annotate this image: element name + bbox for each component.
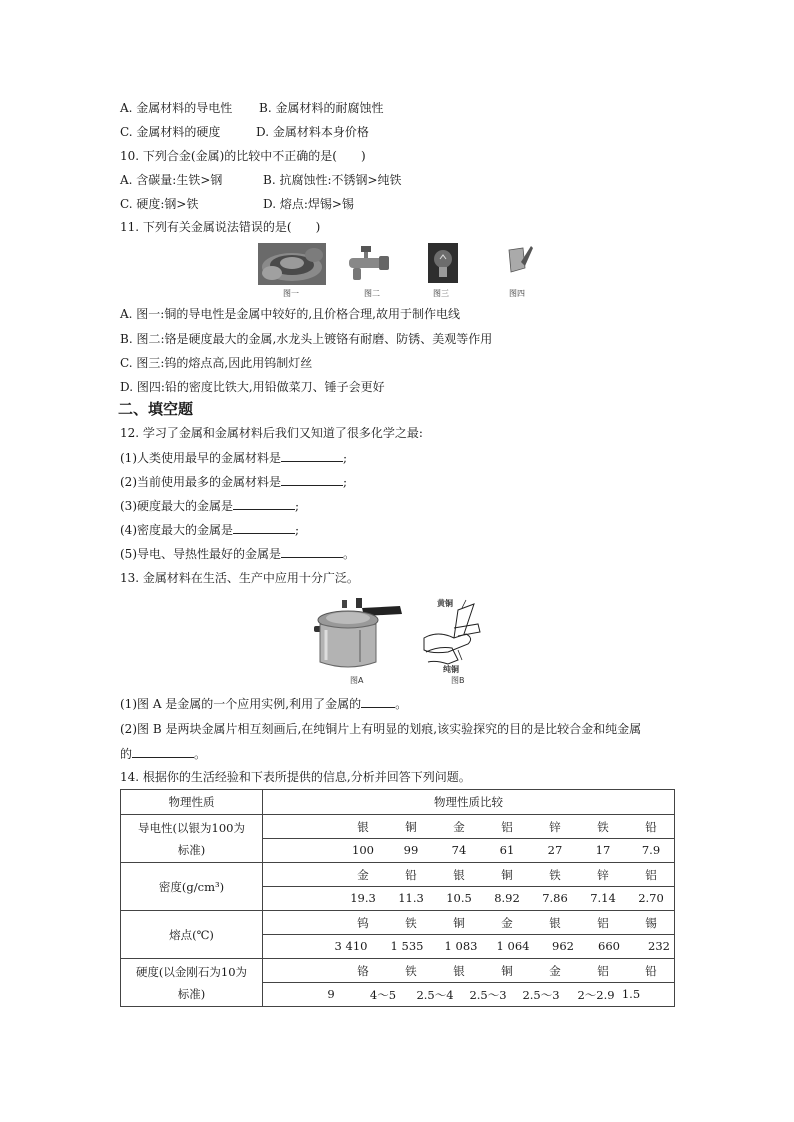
q12-item-5-end: 。	[343, 547, 356, 561]
q13-blank-1[interactable]	[361, 695, 395, 708]
q12-stem: 12. 学习了金属和金属材料后我们又知道了很多化学之最:	[120, 426, 423, 440]
q13-sub2-end: 。	[194, 747, 207, 761]
copper-wire-image	[258, 243, 326, 285]
faucet-image	[345, 244, 391, 284]
metal-name-cell: 金	[453, 820, 465, 834]
q12-item-1	[120, 449, 347, 466]
q12-blank-3[interactable]	[233, 497, 295, 510]
q12-item-2	[120, 473, 347, 490]
table-row	[121, 815, 675, 839]
q12-item-4	[120, 521, 299, 538]
q9-option-b: B. 金属材料的耐腐蚀性	[259, 101, 384, 115]
q11-option-a: A. 图一:铜的导电性是金属中较好的,且价格合理,故用于制作电线	[120, 307, 460, 321]
q12-item-3-text: (3)硬度最大的金属是	[120, 499, 233, 513]
q12-item-5-text: (5)导电、导热性最好的金属是	[120, 547, 281, 561]
value-cell: 2.70	[638, 891, 664, 905]
row-label-hardness: 硬度(以金刚石为10为标准)	[121, 959, 263, 1007]
metal-name-cell: 铁	[597, 820, 609, 834]
q12-blank-1[interactable]	[281, 449, 343, 462]
q13-sub1-end: 。	[395, 697, 408, 711]
value-cell: 3 410	[334, 939, 368, 953]
row-label-melting-point: 熔点(℃)	[121, 911, 263, 959]
value-cell: 4～5	[369, 988, 397, 1002]
q10-stem: 10. 下列合金(金属)的比较中不正确的是( )	[120, 149, 366, 163]
q10-option-a: A. 含碳量:生铁>钢	[120, 173, 223, 187]
metal-name-cell: 银	[453, 964, 465, 978]
value-cell: 7.9	[641, 843, 661, 857]
table-row	[121, 959, 675, 983]
metal-name-cell: 铝	[597, 964, 609, 978]
fig2-caption: 图二	[364, 289, 380, 298]
metal-name-cell: 铬	[357, 964, 369, 978]
metals-row	[263, 911, 675, 935]
q10-option-b: B. 抗腐蚀性:不锈钢>纯铁	[263, 173, 402, 187]
table-row	[121, 911, 675, 935]
label-brass: 黄铜	[437, 599, 453, 608]
scratch-experiment-image	[418, 598, 490, 674]
metal-name-cell: 铁	[549, 868, 561, 882]
metal-name-cell: 铜	[501, 868, 513, 882]
q12-item-1-text: (1)人类使用最早的金属材料是	[120, 451, 281, 465]
metal-name-cell: 金	[501, 916, 513, 930]
table-header-row	[121, 790, 675, 815]
metal-name-cell: 铜	[501, 964, 513, 978]
q13-sub1-text: (1)图 A 是金属的一个应用实例,利用了金属的	[120, 697, 362, 711]
value-cell: 99	[403, 843, 419, 857]
metals-row	[263, 959, 675, 983]
q13-blank-2[interactable]	[132, 745, 194, 758]
metals-row	[263, 863, 675, 887]
value-cell: 1 064	[496, 939, 530, 953]
row-label-density: 密度(g/cm³)	[121, 863, 263, 911]
metal-name-cell: 铅	[645, 964, 657, 978]
q11-stem: 11. 下列有关金属说法错误的是( )	[120, 220, 321, 234]
q12-item-3-end: ;	[295, 499, 300, 513]
q9-option-c: C. 金属材料的硬度	[120, 125, 221, 139]
values-row	[263, 935, 675, 959]
q12-item-4-end: ;	[295, 523, 300, 537]
metal-name-cell: 金	[357, 868, 369, 882]
values-row	[263, 839, 675, 863]
q12-item-2-text: (2)当前使用最多的金属材料是	[120, 475, 281, 489]
kitchen-knife-image	[503, 244, 533, 284]
metals-row	[263, 815, 675, 839]
q12-item-2-end: ;	[343, 475, 348, 489]
metal-name-cell: 铜	[453, 916, 465, 930]
metal-name-cell: 铁	[405, 964, 417, 978]
fig3-caption: 图三	[433, 289, 449, 298]
q12-blank-4[interactable]	[233, 521, 295, 534]
q11-option-d: D. 图四:铅的密度比铁大,用铅做菜刀、锤子会更好	[120, 380, 385, 394]
q12-item-5	[120, 545, 355, 562]
q9-option-d: D. 金属材料本身价格	[256, 125, 369, 139]
metal-name-cell: 金	[549, 964, 561, 978]
value-cell: 1 083	[444, 939, 478, 953]
metal-name-cell: 铝	[501, 820, 513, 834]
section-title: 二、填空题	[118, 400, 194, 418]
metal-name-cell: 钨	[357, 916, 369, 930]
q12-blank-2[interactable]	[281, 473, 343, 486]
metal-name-cell: 银	[453, 868, 465, 882]
value-cell: 962	[552, 939, 574, 953]
metal-name-cell: 铅	[405, 868, 417, 882]
value-cell: 11.3	[398, 891, 424, 905]
value-cell: 10.5	[446, 891, 472, 905]
value-cell: 9	[327, 987, 335, 1001]
q13-sub2-line2-text: 的	[120, 747, 133, 761]
value-cell: 17	[595, 843, 611, 857]
metal-name-cell: 银	[357, 820, 369, 834]
q11-option-b: B. 图二:铬是硬度最大的金属,水龙头上镀铬有耐磨、防锈、美观等作用	[120, 332, 493, 346]
q13-sub2-line2	[120, 745, 206, 762]
metal-name-cell: 铁	[405, 916, 417, 930]
fig1-caption: 图一	[283, 289, 299, 298]
q14-stem: 14. 根据你的生活经验和下表所提供的信息,分析并回答下列问题。	[120, 770, 471, 784]
header-comparison: 物理性质比较	[263, 790, 675, 815]
value-cell: 74	[451, 843, 467, 857]
value-cell: 2～2.9	[577, 988, 615, 1002]
value-cell: 2.5～4	[416, 988, 454, 1002]
metal-name-cell: 锌	[549, 820, 561, 834]
q12-item-4-text: (4)密度最大的金属是	[120, 523, 233, 537]
figA-caption: 图A	[350, 676, 364, 685]
value-cell: 27	[547, 843, 563, 857]
q10-option-d: D. 熔点:焊锡>锡	[263, 197, 354, 211]
values-row	[263, 983, 675, 1007]
value-cell: 7.86	[542, 891, 568, 905]
pressure-cooker-image	[312, 598, 404, 672]
value-cell: 2.5～3	[522, 988, 560, 1002]
q13-sub1	[120, 695, 407, 712]
value-cell: 100	[352, 843, 374, 857]
row-label-conductivity: 导电性(以银为100为标准)	[121, 815, 263, 863]
fig4-caption: 图四	[509, 289, 525, 298]
physical-properties-table	[120, 789, 675, 1007]
q12-item-1-end: ;	[343, 451, 348, 465]
metal-name-cell: 锌	[597, 868, 609, 882]
value-cell: 1 535	[390, 939, 424, 953]
label-copper: 纯铜	[443, 665, 459, 674]
table-row	[121, 863, 675, 887]
q9-option-a: A. 金属材料的导电性	[120, 101, 233, 115]
value-cell: 2.5～3	[469, 988, 507, 1002]
light-bulb-image	[428, 243, 458, 283]
metal-name-cell: 铝	[597, 916, 609, 930]
q12-blank-5[interactable]	[281, 545, 343, 558]
q10-option-c: C. 硬度:钢>铁	[120, 197, 199, 211]
value-cell: 232	[648, 939, 670, 953]
header-property: 物理性质	[121, 790, 263, 815]
metal-name-cell: 铝	[645, 868, 657, 882]
q13-stem: 13. 金属材料在生活、生产中应用十分广泛。	[120, 571, 359, 585]
metal-name-cell: 铜	[405, 820, 417, 834]
q12-item-3	[120, 497, 299, 514]
metal-name-cell: 锡	[645, 916, 657, 930]
metal-name-cell: 铅	[645, 820, 657, 834]
value-cell: 8.92	[494, 891, 520, 905]
value-cell: 660	[598, 939, 620, 953]
values-row	[263, 887, 675, 911]
value-cell: 61	[499, 843, 515, 857]
q13-sub2-line1: (2)图 B 是两块金属片相互刻画后,在纯铜片上有明显的划痕,该实验探究的目的是比较合金和纯金属	[120, 722, 642, 736]
value-cell: 19.3	[350, 891, 376, 905]
value-cell: 1.5	[621, 987, 641, 1001]
figB-caption: 图B	[451, 676, 465, 685]
metal-name-cell: 银	[549, 916, 561, 930]
value-cell: 7.14	[590, 891, 616, 905]
q11-option-c: C. 图三:钨的熔点高,因此用钨制灯丝	[120, 356, 313, 370]
